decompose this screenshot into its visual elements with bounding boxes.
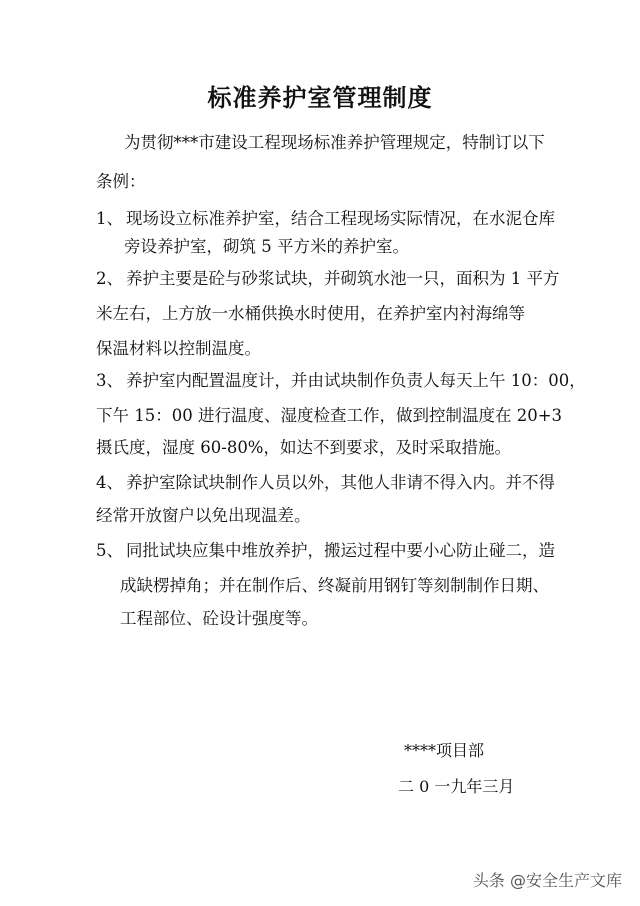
item-3-line-3: 摄氏度，湿度 60-80%，如达不到要求，及时采取措施。: [96, 438, 511, 457]
item-2-line-3: 保温材料以控制温度。: [96, 339, 261, 358]
item-3-line-1: 养护室内配置温度计，并由试块制作负责人每天上午 10：00，: [126, 371, 586, 390]
page-title: 标准养护室管理制度: [207, 84, 433, 112]
item-4-number: 4、: [96, 473, 123, 492]
intro-line-2: 条例：: [96, 172, 146, 191]
item-4-line-1: 养护室除试块制作人员以外，其他人非请不得入内。并不得: [126, 473, 555, 492]
item-2-line-1: 养护主要是砼与砂浆试块，并砌筑水池一只，面积为 1 平方: [126, 269, 560, 288]
item-3-line-2: 下午 15：00 进行温度、湿度检查工作，做到控制温度在 20+3: [96, 406, 563, 425]
item-2-line-2: 米左右，上方放一水桶供换水时使用，在养护室内衬海绵等: [96, 304, 525, 323]
watermark: 头条 @安全生产文库: [472, 871, 622, 890]
signature-date: 二 0 一九年三月: [398, 777, 515, 796]
item-2-number: 2、: [96, 269, 123, 288]
item-3-number: 3、: [96, 371, 123, 390]
item-5-line-1: 同批试块应集中堆放养护，搬运过程中要小心防止碰二，造: [126, 541, 555, 560]
item-5-line-2: 成缺楞掉角；并在制作后、终凝前用钢钉等刻制制作日期、: [120, 576, 549, 595]
item-5-number: 5、: [96, 541, 123, 560]
item-4-line-2: 经常开放窗户以免出现温差。: [96, 506, 311, 525]
intro-line-1: 为贯彻***市建设工程现场标准养护管理规定，特制订以下: [124, 133, 545, 152]
item-5-line-3: 工程部位、砼设计强度等。: [120, 609, 318, 628]
item-1-number: 1、: [96, 209, 123, 228]
item-1-line-2: 旁设养护室，砌筑 5 平方米的养护室。: [124, 237, 409, 256]
signature-department: ****项目部: [404, 741, 485, 760]
item-1-line-1: 现场设立标准养护室，结合工程现场实际情况，在水泥仓库: [126, 209, 555, 228]
